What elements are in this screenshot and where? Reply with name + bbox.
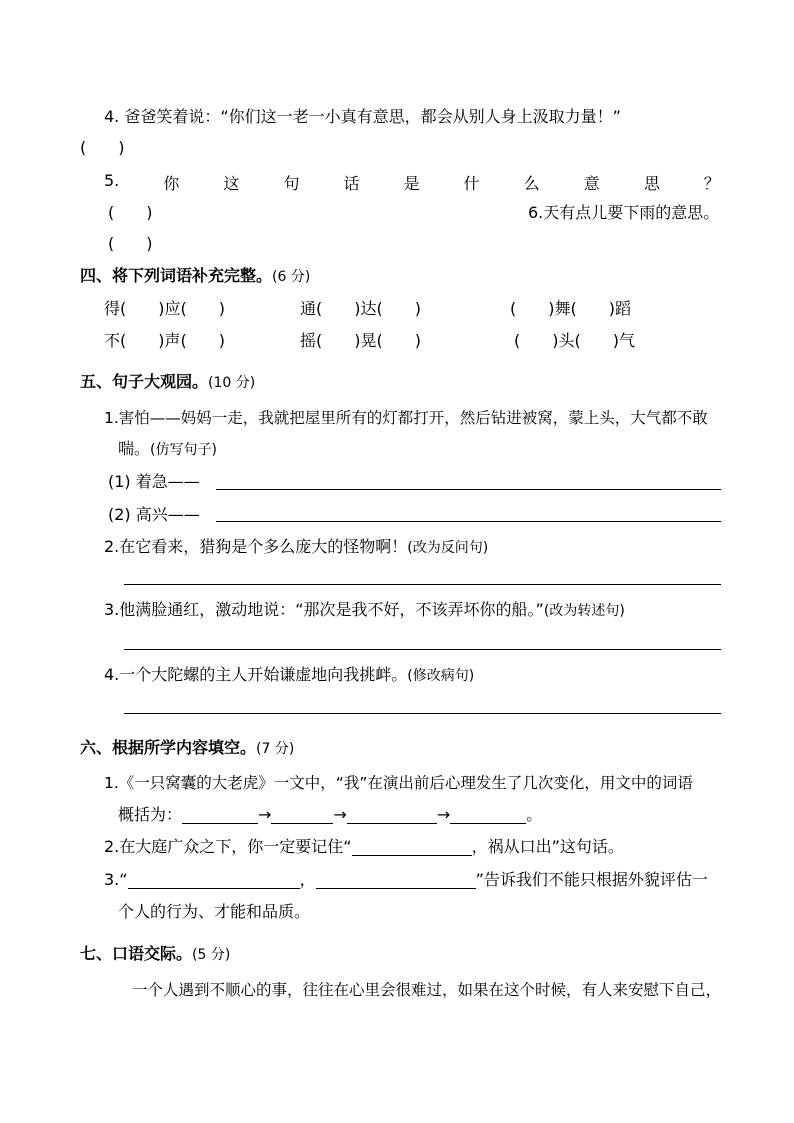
section-7-title: 七、口语交际。 <box>80 944 193 963</box>
s5-q4-text: 4.一个大陀螺的主人开始谦虚地向我挑衅。 <box>104 665 408 684</box>
section-7-heading <box>80 944 230 965</box>
s5-q3-text: 3.他满脸通红，激动地说：“那次是我不好，不该弄坏你的船。” <box>104 600 544 619</box>
q3-item5-char: 句 <box>283 174 300 193</box>
section-5-score: (10 分) <box>208 375 256 391</box>
q3-item4: 4. 爸爸笑着说：“你们这一老一小真有意思，都会从别人身上汲取力量！” <box>104 107 621 126</box>
s6-q3-comma: ， <box>299 870 316 889</box>
s6-q2 <box>104 837 624 857</box>
s4-row1-item3[interactable]: ( )舞( )蹈 <box>510 299 631 318</box>
q3-item5-char: 思 <box>643 174 660 193</box>
s5-q1-b-answer-line[interactable] <box>216 521 721 522</box>
q3-item4-answer-paren[interactable]: ( ) <box>80 138 125 157</box>
s6-q1-blank[interactable] <box>347 807 437 824</box>
s5-q3-hint: (改为转述句) <box>543 603 625 619</box>
s6-q1-line1: 1.《一只窝囊的大老虎》一文中，“我”在演出前后心理发生了几次变化，用文中的词语 <box>104 774 693 792</box>
q3-item5-answer-paren[interactable]: ( ) <box>108 203 153 222</box>
s6-q2-blank[interactable] <box>352 839 472 856</box>
s4-row2-item1[interactable]: 不( )声( ) <box>104 331 225 350</box>
s6-q3-text-a: 3.“ <box>104 870 128 889</box>
s6-q2-text-a: 2.在大庭广众之下，你一定要记住“ <box>104 837 352 856</box>
s5-q4-answer-line[interactable] <box>124 713 721 714</box>
s6-q1-line2 <box>118 805 542 825</box>
s6-q1-blank[interactable] <box>182 807 258 824</box>
q3-item5-char: 这 <box>223 174 240 193</box>
section-6-score: (7 分) <box>256 741 295 757</box>
section-4-title: 四、将下列词语补充完整。 <box>80 266 273 285</box>
s4-row1-item1[interactable]: 得( )应( ) <box>104 299 225 318</box>
s5-q1-line2 <box>118 439 217 460</box>
q3-item6: 6.天有点儿要下雨的意思。 <box>528 203 720 222</box>
section-5-title: 五、句子大观园。 <box>80 372 209 391</box>
s5-q1-a-label: (1) 着急—— <box>108 472 200 491</box>
q3-item5-char: 是 <box>403 174 420 193</box>
s5-q2-text: 2.在它看来，猎狗是个多么庞大的怪物啊！ <box>104 537 408 556</box>
s6-q3-blank[interactable] <box>128 872 300 889</box>
s6-q1-blank[interactable] <box>271 807 333 824</box>
q3-item6-answer-paren[interactable]: ( ) <box>108 234 153 253</box>
section-6-title: 六、根据所学内容填空。 <box>80 738 257 757</box>
s4-row2-item2[interactable]: 摇( )晃( ) <box>300 331 421 350</box>
section-6-heading <box>80 738 294 759</box>
s6-q1-blank[interactable] <box>450 807 526 824</box>
s5-q2-hint: (改为反问句) <box>407 540 489 556</box>
q3-item5-char: 意 <box>583 174 600 193</box>
section-5-heading <box>80 372 255 393</box>
arrow-icon: → <box>258 805 272 824</box>
q3-item5-char: ？ <box>703 174 720 193</box>
q3-item5-char: 么 <box>523 174 540 193</box>
s5-q3-answer-line[interactable] <box>124 649 721 650</box>
s6-q1-prefix: 概括为： <box>118 805 183 824</box>
s6-q3-text-b: ”告诉我们不能只根据外貌评估一 <box>475 870 708 889</box>
s5-q1-text: 喘。 <box>118 439 151 458</box>
s6-q2-text-b: ，祸从口出”这句话。 <box>471 837 624 856</box>
s6-q3 <box>104 870 708 890</box>
s5-q1-hint: (仿写句子) <box>150 442 217 458</box>
s4-row2-item3[interactable]: ( )头( )气 <box>514 331 635 350</box>
section-4-score: (6 分) <box>272 269 311 285</box>
q3-item5-char: 什 <box>463 174 480 193</box>
arrow-icon: → <box>333 805 347 824</box>
arrow-icon: → <box>436 805 451 824</box>
s6-q1-period: 。 <box>526 805 543 824</box>
q3-item5-char: 5. <box>104 171 120 190</box>
s6-q3-line2: 个人的行为、才能和品质。 <box>118 902 311 921</box>
s5-q2-answer-line[interactable] <box>124 584 721 585</box>
q3-item5-char: 话 <box>343 174 360 193</box>
s7-paragraph: 一个人遇到不顺心的事，往往在心里会很难过，如果在这个时候，有人来安慰下自己， <box>132 981 722 999</box>
s5-q2 <box>104 537 488 558</box>
s5-q3 <box>104 600 625 621</box>
s5-q1-b-label: (2) 高兴—— <box>108 505 200 524</box>
section-7-score: (5 分) <box>192 947 231 963</box>
s5-q4-hint: (修改病句) <box>407 668 475 684</box>
s4-row1-item2[interactable]: 通( )达( ) <box>300 299 421 318</box>
s5-q1-line1: 1.害怕——妈妈一走，我就把屋里所有的灯都打开，然后钻进被窝，蒙上头，大气都不敢 <box>104 409 708 427</box>
s5-q1-a-answer-line[interactable] <box>216 489 721 490</box>
q3-item5-char: 你 <box>163 174 180 193</box>
s6-q3-blank[interactable] <box>316 872 476 889</box>
q3-item5 <box>104 171 720 194</box>
section-4-heading <box>80 266 310 287</box>
s5-q4 <box>104 665 474 686</box>
